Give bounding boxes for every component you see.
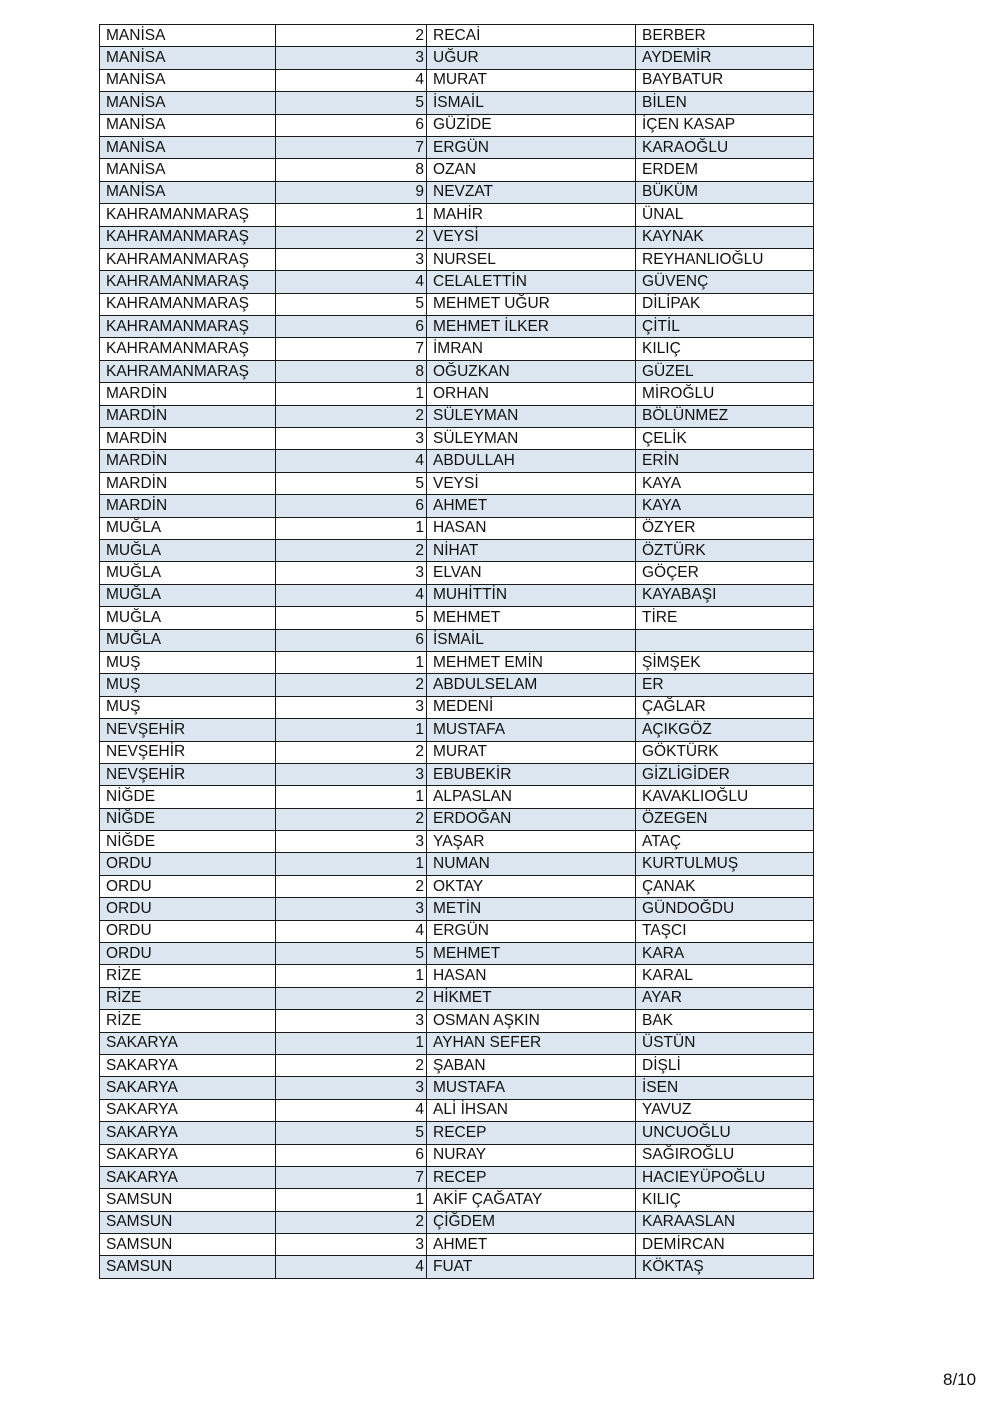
rank-cell: 5 bbox=[276, 607, 427, 629]
table-row bbox=[100, 1189, 814, 1211]
province-cell: MARDİN bbox=[100, 495, 276, 517]
last-name-cell: KURTULMUŞ bbox=[636, 853, 814, 875]
rank-cell: 2 bbox=[276, 226, 427, 248]
table-row bbox=[100, 25, 814, 47]
first-name-cell: AYHAN SEFER bbox=[427, 1032, 636, 1054]
province-cell: NEVŞEHİR bbox=[100, 719, 276, 741]
rank-cell: 2 bbox=[276, 987, 427, 1009]
page-number: 8/10 bbox=[943, 1370, 977, 1389]
last-name-cell bbox=[636, 629, 814, 651]
first-name-cell: EBUBEKİR bbox=[427, 763, 636, 785]
candidate-table-body bbox=[100, 25, 814, 1279]
rank-cell: 2 bbox=[276, 25, 427, 47]
last-name-cell: BERBER bbox=[636, 25, 814, 47]
table-row bbox=[100, 898, 814, 920]
last-name-cell: AÇIKGÖZ bbox=[636, 719, 814, 741]
last-name-cell: TAŞCI bbox=[636, 920, 814, 942]
first-name-cell: FUAT bbox=[427, 1256, 636, 1278]
table-row bbox=[100, 965, 814, 987]
rank-cell: 4 bbox=[276, 584, 427, 606]
rank-cell: 5 bbox=[276, 472, 427, 494]
first-name-cell: VEYSİ bbox=[427, 226, 636, 248]
province-cell: MARDİN bbox=[100, 450, 276, 472]
rank-cell: 3 bbox=[276, 696, 427, 718]
first-name-cell: NUMAN bbox=[427, 853, 636, 875]
last-name-cell: REYHANLIOĞLU bbox=[636, 248, 814, 270]
table-row bbox=[100, 159, 814, 181]
province-cell: SAKARYA bbox=[100, 1077, 276, 1099]
province-cell: SAMSUN bbox=[100, 1189, 276, 1211]
first-name-cell: HASAN bbox=[427, 517, 636, 539]
first-name-cell: HASAN bbox=[427, 965, 636, 987]
first-name-cell: HİKMET bbox=[427, 987, 636, 1009]
table-row bbox=[100, 607, 814, 629]
last-name-cell: KAYABAŞI bbox=[636, 584, 814, 606]
rank-cell: 1 bbox=[276, 1189, 427, 1211]
last-name-cell: DEMİRCAN bbox=[636, 1234, 814, 1256]
rank-cell: 7 bbox=[276, 136, 427, 158]
first-name-cell: ORHAN bbox=[427, 383, 636, 405]
rank-cell: 2 bbox=[276, 405, 427, 427]
province-cell: MARDİN bbox=[100, 383, 276, 405]
table-row bbox=[100, 719, 814, 741]
last-name-cell: KILIÇ bbox=[636, 1189, 814, 1211]
first-name-cell: SÜLEYMAN bbox=[427, 428, 636, 450]
first-name-cell: ALİ İHSAN bbox=[427, 1099, 636, 1121]
last-name-cell: KARAL bbox=[636, 965, 814, 987]
last-name-cell: TİRE bbox=[636, 607, 814, 629]
rank-cell: 6 bbox=[276, 495, 427, 517]
province-cell: SAMSUN bbox=[100, 1211, 276, 1233]
province-cell: KAHRAMANMARAŞ bbox=[100, 293, 276, 315]
province-cell: MUĞLA bbox=[100, 607, 276, 629]
province-cell: KAHRAMANMARAŞ bbox=[100, 360, 276, 382]
province-cell: MARDİN bbox=[100, 428, 276, 450]
rank-cell: 1 bbox=[276, 204, 427, 226]
province-cell: MUĞLA bbox=[100, 584, 276, 606]
rank-cell: 4 bbox=[276, 271, 427, 293]
last-name-cell: GÜZEL bbox=[636, 360, 814, 382]
first-name-cell: MEHMET bbox=[427, 943, 636, 965]
province-cell: MUĞLA bbox=[100, 539, 276, 561]
province-cell: SAKARYA bbox=[100, 1054, 276, 1076]
table-row bbox=[100, 1144, 814, 1166]
first-name-cell: METİN bbox=[427, 898, 636, 920]
first-name-cell: İSMAİL bbox=[427, 92, 636, 114]
last-name-cell: AYAR bbox=[636, 987, 814, 1009]
table-row bbox=[100, 1166, 814, 1188]
province-cell: MANİSA bbox=[100, 181, 276, 203]
rank-cell: 3 bbox=[276, 1077, 427, 1099]
rank-cell: 8 bbox=[276, 360, 427, 382]
last-name-cell: HACIEYÜPOĞLU bbox=[636, 1166, 814, 1188]
last-name-cell: ÇİTİL bbox=[636, 316, 814, 338]
rank-cell: 9 bbox=[276, 181, 427, 203]
table-row bbox=[100, 293, 814, 315]
rank-cell: 3 bbox=[276, 831, 427, 853]
province-cell: MANİSA bbox=[100, 25, 276, 47]
province-cell: MARDİN bbox=[100, 472, 276, 494]
first-name-cell: RECAİ bbox=[427, 25, 636, 47]
province-cell: NİĞDE bbox=[100, 786, 276, 808]
province-cell: MUŞ bbox=[100, 696, 276, 718]
rank-cell: 5 bbox=[276, 293, 427, 315]
rank-cell: 3 bbox=[276, 248, 427, 270]
last-name-cell: KAYNAK bbox=[636, 226, 814, 248]
last-name-cell: ERDEM bbox=[636, 159, 814, 181]
table-row bbox=[100, 428, 814, 450]
rank-cell: 2 bbox=[276, 539, 427, 561]
first-name-cell: NURSEL bbox=[427, 248, 636, 270]
table-row bbox=[100, 405, 814, 427]
last-name-cell: KAYA bbox=[636, 472, 814, 494]
table-row bbox=[100, 763, 814, 785]
last-name-cell: BİLEN bbox=[636, 92, 814, 114]
last-name-cell: ÖZYER bbox=[636, 517, 814, 539]
first-name-cell: MUHİTTİN bbox=[427, 584, 636, 606]
table-row bbox=[100, 204, 814, 226]
province-cell: RİZE bbox=[100, 1010, 276, 1032]
province-cell: NEVŞEHİR bbox=[100, 763, 276, 785]
table-row bbox=[100, 472, 814, 494]
first-name-cell: OZAN bbox=[427, 159, 636, 181]
first-name-cell: İSMAİL bbox=[427, 629, 636, 651]
province-cell: ORDU bbox=[100, 920, 276, 942]
first-name-cell: ERDOĞAN bbox=[427, 808, 636, 830]
first-name-cell: ALPASLAN bbox=[427, 786, 636, 808]
table-row bbox=[100, 562, 814, 584]
last-name-cell: KARA bbox=[636, 943, 814, 965]
rank-cell: 6 bbox=[276, 629, 427, 651]
province-cell: SAKARYA bbox=[100, 1144, 276, 1166]
province-cell: KAHRAMANMARAŞ bbox=[100, 226, 276, 248]
table-row bbox=[100, 584, 814, 606]
last-name-cell: BAYBATUR bbox=[636, 69, 814, 91]
rank-cell: 6 bbox=[276, 316, 427, 338]
first-name-cell: OĞUZKAN bbox=[427, 360, 636, 382]
table-row bbox=[100, 92, 814, 114]
rank-cell: 5 bbox=[276, 943, 427, 965]
province-cell: KAHRAMANMARAŞ bbox=[100, 271, 276, 293]
last-name-cell: ÖZEGEN bbox=[636, 808, 814, 830]
first-name-cell: ELVAN bbox=[427, 562, 636, 584]
first-name-cell: YAŞAR bbox=[427, 831, 636, 853]
province-cell: ORDU bbox=[100, 943, 276, 965]
rank-cell: 3 bbox=[276, 562, 427, 584]
table-row bbox=[100, 786, 814, 808]
province-cell: ORDU bbox=[100, 853, 276, 875]
first-name-cell: ABDULLAH bbox=[427, 450, 636, 472]
province-cell: NİĞDE bbox=[100, 808, 276, 830]
last-name-cell: SAĞIROĞLU bbox=[636, 1144, 814, 1166]
candidate-table bbox=[99, 24, 814, 1279]
rank-cell: 1 bbox=[276, 853, 427, 875]
last-name-cell: ÜSTÜN bbox=[636, 1032, 814, 1054]
table-row bbox=[100, 47, 814, 69]
province-cell: MANİSA bbox=[100, 47, 276, 69]
first-name-cell: MEDENİ bbox=[427, 696, 636, 718]
table-row bbox=[100, 517, 814, 539]
table-row bbox=[100, 920, 814, 942]
rank-cell: 2 bbox=[276, 875, 427, 897]
rank-cell: 4 bbox=[276, 1099, 427, 1121]
province-cell: RİZE bbox=[100, 987, 276, 1009]
last-name-cell: YAVUZ bbox=[636, 1099, 814, 1121]
first-name-cell: MEHMET İLKER bbox=[427, 316, 636, 338]
province-cell: MANİSA bbox=[100, 69, 276, 91]
province-cell: NEVŞEHİR bbox=[100, 741, 276, 763]
rank-cell: 4 bbox=[276, 69, 427, 91]
last-name-cell: GİZLİGİDER bbox=[636, 763, 814, 785]
table-row bbox=[100, 741, 814, 763]
province-cell: KAHRAMANMARAŞ bbox=[100, 316, 276, 338]
first-name-cell: MURAT bbox=[427, 741, 636, 763]
province-cell: SAKARYA bbox=[100, 1099, 276, 1121]
last-name-cell: GÖÇER bbox=[636, 562, 814, 584]
province-cell: ORDU bbox=[100, 898, 276, 920]
rank-cell: 3 bbox=[276, 1010, 427, 1032]
last-name-cell: KAVAKLIOĞLU bbox=[636, 786, 814, 808]
table-row bbox=[100, 226, 814, 248]
rank-cell: 4 bbox=[276, 920, 427, 942]
table-row bbox=[100, 808, 814, 830]
last-name-cell: ER bbox=[636, 674, 814, 696]
table-row bbox=[100, 69, 814, 91]
table-row bbox=[100, 360, 814, 382]
rank-cell: 4 bbox=[276, 450, 427, 472]
province-cell: SAKARYA bbox=[100, 1032, 276, 1054]
first-name-cell: NİHAT bbox=[427, 539, 636, 561]
last-name-cell: DİŞLİ bbox=[636, 1054, 814, 1076]
last-name-cell: KILIÇ bbox=[636, 338, 814, 360]
first-name-cell: İMRAN bbox=[427, 338, 636, 360]
first-name-cell: ERGÜN bbox=[427, 920, 636, 942]
last-name-cell: GÖKTÜRK bbox=[636, 741, 814, 763]
table-row bbox=[100, 831, 814, 853]
rank-cell: 1 bbox=[276, 719, 427, 741]
table-row bbox=[100, 271, 814, 293]
table-row bbox=[100, 629, 814, 651]
table-row bbox=[100, 338, 814, 360]
table-row bbox=[100, 495, 814, 517]
first-name-cell: OSMAN AŞKIN bbox=[427, 1010, 636, 1032]
last-name-cell: DİLİPAK bbox=[636, 293, 814, 315]
last-name-cell: İÇEN KASAP bbox=[636, 114, 814, 136]
table-row bbox=[100, 1099, 814, 1121]
table-row bbox=[100, 674, 814, 696]
first-name-cell: MUSTAFA bbox=[427, 719, 636, 741]
first-name-cell: RECEP bbox=[427, 1122, 636, 1144]
rank-cell: 1 bbox=[276, 786, 427, 808]
province-cell: KAHRAMANMARAŞ bbox=[100, 338, 276, 360]
table-row bbox=[100, 1256, 814, 1278]
table-row bbox=[100, 1054, 814, 1076]
rank-cell: 5 bbox=[276, 1122, 427, 1144]
rank-cell: 2 bbox=[276, 1211, 427, 1233]
first-name-cell: OKTAY bbox=[427, 875, 636, 897]
province-cell: SAMSUN bbox=[100, 1256, 276, 1278]
rank-cell: 3 bbox=[276, 763, 427, 785]
first-name-cell: CELALETTİN bbox=[427, 271, 636, 293]
last-name-cell: MİROĞLU bbox=[636, 383, 814, 405]
province-cell: ORDU bbox=[100, 875, 276, 897]
first-name-cell: ÇİĞDEM bbox=[427, 1211, 636, 1233]
table-row bbox=[100, 651, 814, 673]
rank-cell: 1 bbox=[276, 651, 427, 673]
province-cell: KAHRAMANMARAŞ bbox=[100, 204, 276, 226]
last-name-cell: ŞİMŞEK bbox=[636, 651, 814, 673]
rank-cell: 2 bbox=[276, 741, 427, 763]
last-name-cell: GÜVENÇ bbox=[636, 271, 814, 293]
province-cell: MANİSA bbox=[100, 114, 276, 136]
first-name-cell: MEHMET UĞUR bbox=[427, 293, 636, 315]
first-name-cell: NURAY bbox=[427, 1144, 636, 1166]
first-name-cell: AHMET bbox=[427, 495, 636, 517]
first-name-cell: ŞABAN bbox=[427, 1054, 636, 1076]
rank-cell: 3 bbox=[276, 47, 427, 69]
rank-cell: 2 bbox=[276, 808, 427, 830]
table-row bbox=[100, 316, 814, 338]
table-row bbox=[100, 539, 814, 561]
province-cell: KAHRAMANMARAŞ bbox=[100, 248, 276, 270]
last-name-cell: ÇAĞLAR bbox=[636, 696, 814, 718]
first-name-cell: GÜZİDE bbox=[427, 114, 636, 136]
first-name-cell: UĞUR bbox=[427, 47, 636, 69]
province-cell: MUŞ bbox=[100, 651, 276, 673]
first-name-cell: MEHMET EMİN bbox=[427, 651, 636, 673]
rank-cell: 3 bbox=[276, 428, 427, 450]
table-row bbox=[100, 136, 814, 158]
rank-cell: 1 bbox=[276, 1032, 427, 1054]
province-cell: MUŞ bbox=[100, 674, 276, 696]
last-name-cell: KAYA bbox=[636, 495, 814, 517]
table-row bbox=[100, 1010, 814, 1032]
table-row bbox=[100, 114, 814, 136]
province-cell: MUĞLA bbox=[100, 562, 276, 584]
last-name-cell: KARAOĞLU bbox=[636, 136, 814, 158]
rank-cell: 7 bbox=[276, 1166, 427, 1188]
last-name-cell: ÜNAL bbox=[636, 204, 814, 226]
last-name-cell: ERİN bbox=[636, 450, 814, 472]
table-row bbox=[100, 1077, 814, 1099]
last-name-cell: ÇANAK bbox=[636, 875, 814, 897]
table-row bbox=[100, 248, 814, 270]
rank-cell: 1 bbox=[276, 517, 427, 539]
rank-cell: 4 bbox=[276, 1256, 427, 1278]
rank-cell: 5 bbox=[276, 92, 427, 114]
table-row bbox=[100, 1032, 814, 1054]
province-cell: MUĞLA bbox=[100, 517, 276, 539]
last-name-cell: BÜKÜM bbox=[636, 181, 814, 203]
first-name-cell: AHMET bbox=[427, 1234, 636, 1256]
table-row bbox=[100, 853, 814, 875]
last-name-cell: BÖLÜNMEZ bbox=[636, 405, 814, 427]
last-name-cell: AYDEMİR bbox=[636, 47, 814, 69]
last-name-cell: ÖZTÜRK bbox=[636, 539, 814, 561]
table-row bbox=[100, 383, 814, 405]
last-name-cell: GÜNDOĞDU bbox=[636, 898, 814, 920]
first-name-cell: MUSTAFA bbox=[427, 1077, 636, 1099]
rank-cell: 1 bbox=[276, 965, 427, 987]
last-name-cell: UNCUOĞLU bbox=[636, 1122, 814, 1144]
table-row bbox=[100, 696, 814, 718]
first-name-cell: VEYSİ bbox=[427, 472, 636, 494]
table-row bbox=[100, 943, 814, 965]
province-cell: MUĞLA bbox=[100, 629, 276, 651]
table-row bbox=[100, 1122, 814, 1144]
last-name-cell: KARAASLAN bbox=[636, 1211, 814, 1233]
first-name-cell: ABDULSELAM bbox=[427, 674, 636, 696]
last-name-cell: KÖKTAŞ bbox=[636, 1256, 814, 1278]
first-name-cell: AKİF ÇAĞATAY bbox=[427, 1189, 636, 1211]
rank-cell: 6 bbox=[276, 114, 427, 136]
first-name-cell: RECEP bbox=[427, 1166, 636, 1188]
province-cell: MANİSA bbox=[100, 92, 276, 114]
table-row bbox=[100, 875, 814, 897]
first-name-cell: MEHMET bbox=[427, 607, 636, 629]
first-name-cell: NEVZAT bbox=[427, 181, 636, 203]
first-name-cell: SÜLEYMAN bbox=[427, 405, 636, 427]
rank-cell: 3 bbox=[276, 898, 427, 920]
rank-cell: 1 bbox=[276, 383, 427, 405]
province-cell: NİĞDE bbox=[100, 831, 276, 853]
last-name-cell: BAK bbox=[636, 1010, 814, 1032]
last-name-cell: İSEN bbox=[636, 1077, 814, 1099]
rank-cell: 2 bbox=[276, 1054, 427, 1076]
last-name-cell: ÇELİK bbox=[636, 428, 814, 450]
province-cell: MANİSA bbox=[100, 136, 276, 158]
province-cell: MARDİN bbox=[100, 405, 276, 427]
rank-cell: 6 bbox=[276, 1144, 427, 1166]
table-row bbox=[100, 450, 814, 472]
province-cell: SAKARYA bbox=[100, 1166, 276, 1188]
province-cell: SAKARYA bbox=[100, 1122, 276, 1144]
last-name-cell: ATAÇ bbox=[636, 831, 814, 853]
table-row bbox=[100, 987, 814, 1009]
table-row bbox=[100, 1234, 814, 1256]
first-name-cell: MAHİR bbox=[427, 204, 636, 226]
rank-cell: 2 bbox=[276, 674, 427, 696]
first-name-cell: MURAT bbox=[427, 69, 636, 91]
table-row bbox=[100, 181, 814, 203]
province-cell: MANİSA bbox=[100, 159, 276, 181]
rank-cell: 8 bbox=[276, 159, 427, 181]
province-cell: RİZE bbox=[100, 965, 276, 987]
rank-cell: 7 bbox=[276, 338, 427, 360]
province-cell: SAMSUN bbox=[100, 1234, 276, 1256]
first-name-cell: ERGÜN bbox=[427, 136, 636, 158]
rank-cell: 3 bbox=[276, 1234, 427, 1256]
table-row bbox=[100, 1211, 814, 1233]
